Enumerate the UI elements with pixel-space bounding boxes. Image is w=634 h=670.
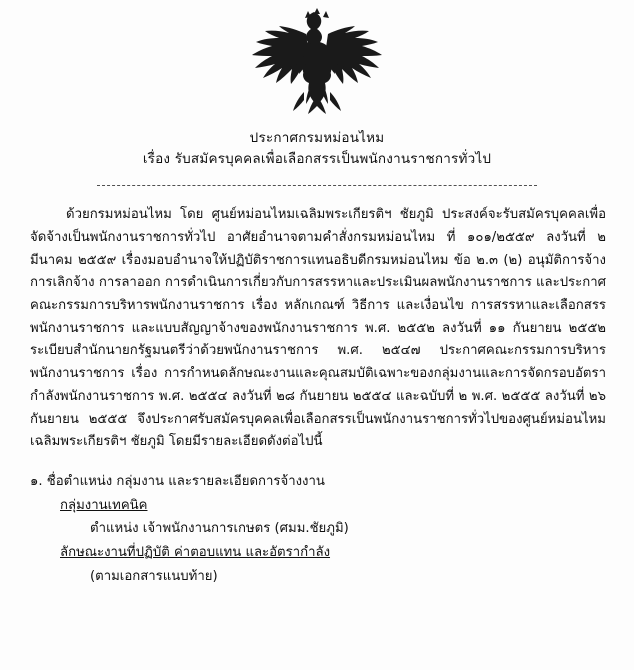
emblem-container: [0, 0, 634, 120]
body-paragraph-text: ด้วยกรมหม่อนไหม โดย ศูนย์หม่อนไหมเฉลิมพระเกียรติฯ ชัยภูมิ ประสงค์จะรับสมัครบุคคลเพื่อจัดจ้างเป็นพนักงานราชการทั่วไป อาศัยอำนาจตามคำสั่งกรมหม่อนไหม ที่ ๑๐๑/๒๕๕๙ ลงวันที่ ๒ มีนาคม ๒๕๕๙ เรื่องมอบอำนาจให้ปฏิบัติราชการแทนอธิบดีกรมหม่อนไหม ข้อ ๒.๓ (๒) อนุมัติการจ้าง การเลิกจ้าง การลาออก การดำเนินการเกี่ยวกับการสรรหาและประเมินผลพนักงานราชการ และประกาศคณะกรรมการบริหารพนักงานราชการ เรื่อง หลักเกณฑ์ วิธีการ และเงื่อนไข การสรรหาและเลือกสรรพนักงานราชการ และแบบสัญญาจ้างของพนักงานราชการ พ.ศ. ๒๕๕๒ ลงวันที่ ๑๑ กันยายน ๒๕๕๒ ระเบียบสำนักนายกรัฐมนตรีว่าด้วยพนักงานราชการ พ.ศ. ๒๕๔๗ ประกาศคณะกรรมการบริหารพนักงานราชการ เรื่อง การกำหนดลักษณะงานและคุณสมบัติเฉพาะของกลุ่มงานและการจัดกรอบอัตรากำลังพนักงานราชการ พ.ศ. ๒๕๕๔ ลงวันที่ ๒๘ กันยายน ๒๕๕๔ และฉบับที่ ๒ พ.ศ. ๒๕๕๕ ลงวันที่ ๒๖ กันยายน ๒๕๕๕ จึงประกาศรับสมัครบุคคลเพื่อเลือกสรรเป็นพนักงานราชการทั่วไปของศูนย์หม่อนไหมเฉลิมพระเกียรติฯ ชัยภูมิ โดยมีรายละเอียดดังต่อไปนี้: [30, 207, 606, 450]
section-1-line-1: ตำแหน่ง เจ้าพนักงานการเกษตร (ศมม.ชัยภูมิ): [90, 521, 349, 537]
section-1-heading: ๑. ชื่อตำแหน่ง กลุ่มงาน และรายละเอียดการจ้างงาน: [30, 473, 325, 489]
section-1-subheading-2-wrap: [30, 541, 604, 565]
garuda-emblem: [242, 8, 392, 120]
body-paragraph: [30, 204, 606, 454]
section-1-subheading-1-wrap: [30, 494, 604, 518]
body-paragraph-container: [30, 204, 606, 454]
document-title: [0, 128, 634, 171]
section-1-subheading-2: ลักษณะงานที่ปฏิบัติ ค่าตอบแทน และอัตรากำลัง: [60, 545, 331, 561]
section-1-subheading-1: กลุ่มงานเทคนิค: [60, 497, 148, 513]
section-1-line-2: (ตามเอกสารแนบท้าย): [90, 568, 218, 584]
divider: [97, 185, 537, 186]
section-1: [30, 470, 604, 589]
title-line-1: ประกาศกรมหม่อนไหม: [249, 130, 385, 146]
title-line-2: เรื่อง รับสมัครบุคคลเพื่อเลือกสรรเป็นพนักงานราชการทั่วไป: [142, 151, 492, 168]
